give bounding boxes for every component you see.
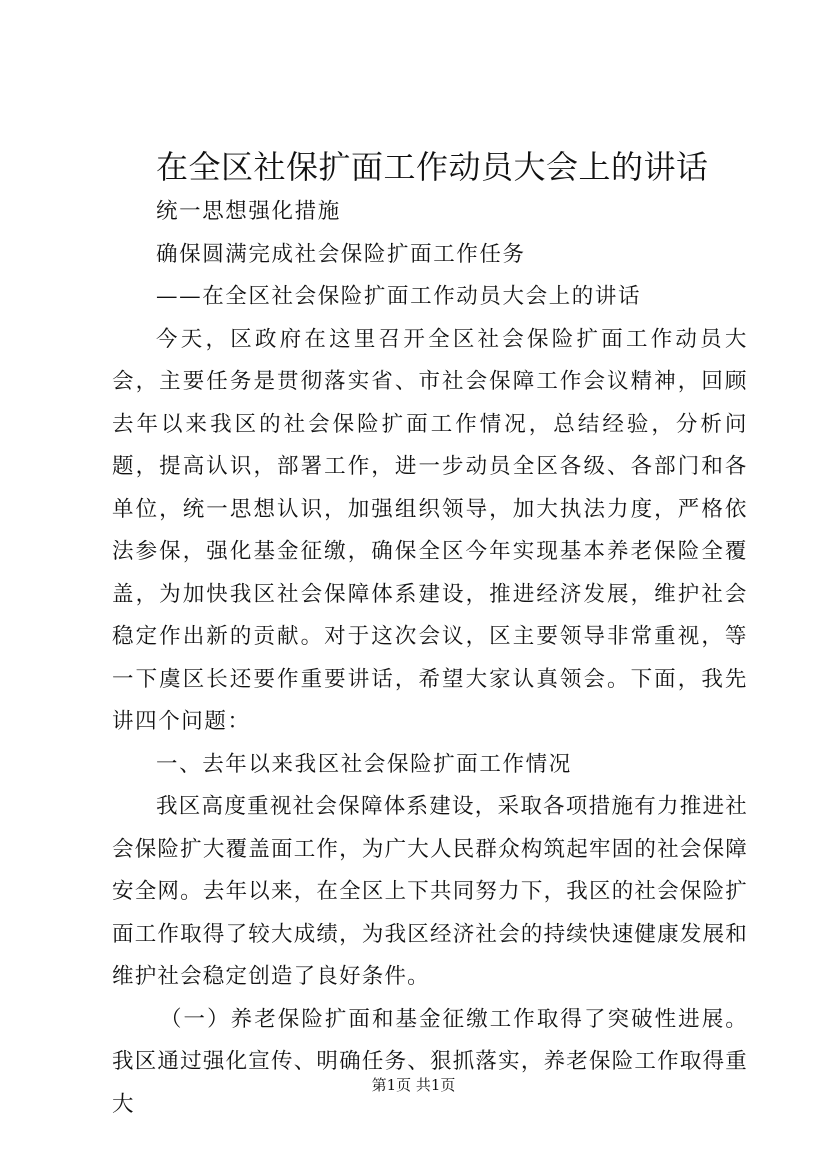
document-title: 在全区社保扩面工作动员大会上的讲话 bbox=[156, 148, 709, 186]
body-paragraph: （一）养老保险扩面和基金征缴工作取得了突破性进展。我区通过强化宣传、明确任务、狠抓落实，养老保险工作取得重大 bbox=[112, 1006, 748, 1117]
section-heading: 一、去年以来我区社会保险扩面工作情况 bbox=[156, 751, 572, 777]
subtitle-line: ——在全区社会保险扩面工作动员大会上的讲话 bbox=[156, 284, 642, 309]
page-number: 第1页 共1页 bbox=[371, 1076, 456, 1094]
body-paragraph: 今天，区政府在这里召开全区社会保险扩面工作动员大会，主要任务是贯彻落实省、市社会保障工作会议精神，回顾去年以来我区的社会保险扩面工作情况，总结经验，分析问题，提高认识，部署工作，进一步动员全区各级、各部门和各单位，统一思想认识，加强组织领导，加大执法力度，严格依法参保，强化基金征缴，确保全区今年实现基本养老保险全覆盖，为加快我区社会保障体系建设，推进经济发展，维护社会稳定作出新的贡献。对于这次会议，区主要领导非常重视，等一下虞区长还要作重要讲话，希望大家认真领会。下面，我先讲四个问题： bbox=[112, 326, 748, 734]
document-body bbox=[112, 191, 748, 1126]
subtitle-line: 统一思想强化措施 bbox=[156, 199, 341, 224]
subtitle-line: 确保圆满完成社会保险扩面工作任务 bbox=[156, 241, 526, 267]
page-footer bbox=[0, 1074, 827, 1096]
body-paragraph: 我区高度重视社会保障体系建设，采取各项措施有力推进社会保险扩大覆盖面工作，为广大人民群众构筑起牢固的社会保障安全网。去年以来，在全区上下共同努力下，我区的社会保险扩面工作取得了较大成绩，为我区经济社会的持续快速健康发展和维护社会稳定创造了良好条件。 bbox=[112, 794, 748, 989]
